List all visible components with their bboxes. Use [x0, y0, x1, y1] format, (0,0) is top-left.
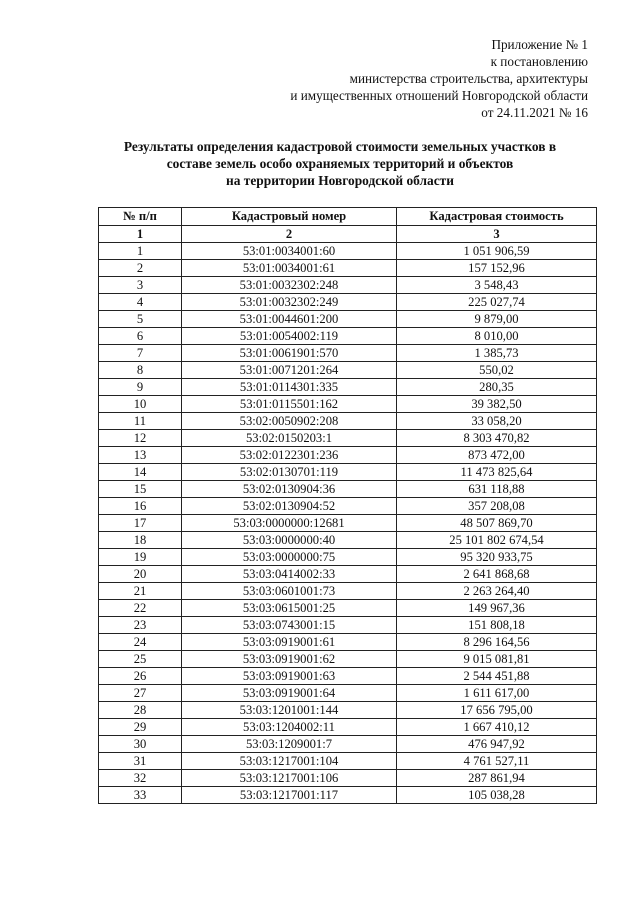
cadastral-number: 53:02:0150203:1 — [182, 430, 397, 447]
appendix-header — [228, 36, 588, 121]
row-number: 25 — [99, 651, 182, 668]
cadastral-number: 53:03:1217001:117 — [182, 787, 397, 804]
cadastral-number: 53:03:0919001:64 — [182, 685, 397, 702]
cadastral-value: 280,35 — [397, 379, 597, 396]
row-number: 29 — [99, 719, 182, 736]
cadastral-number: 53:02:0050902:208 — [182, 413, 397, 430]
table-row — [99, 498, 597, 515]
row-number: 2 — [99, 260, 182, 277]
cadastral-value: 3 548,43 — [397, 277, 597, 294]
header-number: № п/п — [99, 208, 182, 226]
cadastral-value: 225 027,74 — [397, 294, 597, 311]
cadastral-value: 357 208,08 — [397, 498, 597, 515]
cadastral-value: 4 761 527,11 — [397, 753, 597, 770]
table-row — [99, 702, 597, 719]
cadastral-value: 2 263 264,40 — [397, 583, 597, 600]
table-row — [99, 549, 597, 566]
row-number: 26 — [99, 668, 182, 685]
cadastral-number: 53:02:0130904:36 — [182, 481, 397, 498]
row-number: 11 — [99, 413, 182, 430]
row-number: 12 — [99, 430, 182, 447]
cadastral-value: 1 385,73 — [397, 345, 597, 362]
cadastral-number: 53:01:0061901:570 — [182, 345, 397, 362]
table-row — [99, 481, 597, 498]
cadastral-number: 53:03:1217001:106 — [182, 770, 397, 787]
cadastral-number: 53:03:1204002:11 — [182, 719, 397, 736]
table-row — [99, 600, 597, 617]
row-number: 1 — [99, 243, 182, 260]
cadastral-value: 873 472,00 — [397, 447, 597, 464]
cadastral-number: 53:01:0034001:60 — [182, 243, 397, 260]
cadastral-number: 53:03:0601001:73 — [182, 583, 397, 600]
table-row — [99, 413, 597, 430]
cadastral-number: 53:03:0919001:62 — [182, 651, 397, 668]
row-number: 20 — [99, 566, 182, 583]
table-row — [99, 311, 597, 328]
cadastral-number: 53:03:0743001:15 — [182, 617, 397, 634]
table-row — [99, 736, 597, 753]
row-number: 31 — [99, 753, 182, 770]
cadastral-number: 53:02:0122301:236 — [182, 447, 397, 464]
cadastral-number: 53:03:0919001:61 — [182, 634, 397, 651]
row-number: 17 — [99, 515, 182, 532]
title-line: на территории Новгородской области — [226, 173, 454, 188]
row-number: 6 — [99, 328, 182, 345]
cadastral-value: 2 641 868,68 — [397, 566, 597, 583]
cadastral-value: 95 320 933,75 — [397, 549, 597, 566]
row-number: 4 — [99, 294, 182, 311]
table-row — [99, 770, 597, 787]
cadastral-number: 53:03:0000000:12681 — [182, 515, 397, 532]
row-number: 28 — [99, 702, 182, 719]
table-row — [99, 430, 597, 447]
table-row — [99, 260, 597, 277]
cadastral-number: 53:03:0414002:33 — [182, 566, 397, 583]
cadastral-number: 53:03:0615001:25 — [182, 600, 397, 617]
cadastral-value: 9 015 081,81 — [397, 651, 597, 668]
row-number: 16 — [99, 498, 182, 515]
cadastral-number: 53:03:0000000:75 — [182, 549, 397, 566]
cadastral-value: 11 473 825,64 — [397, 464, 597, 481]
table-row — [99, 345, 597, 362]
appendix-line: к постановлению — [490, 54, 588, 69]
row-number: 15 — [99, 481, 182, 498]
row-number: 32 — [99, 770, 182, 787]
column-index: 3 — [397, 226, 597, 243]
cadastral-number: 53:01:0114301:335 — [182, 379, 397, 396]
table-row — [99, 277, 597, 294]
cadastral-value: 8 296 164,56 — [397, 634, 597, 651]
cadastral-value: 105 038,28 — [397, 787, 597, 804]
cadastral-number: 53:01:0032302:248 — [182, 277, 397, 294]
cadastral-value-table — [98, 207, 597, 804]
cadastral-value: 1 667 410,12 — [397, 719, 597, 736]
table-row — [99, 532, 597, 549]
cadastral-value: 39 382,50 — [397, 396, 597, 413]
table-row — [99, 379, 597, 396]
row-number: 21 — [99, 583, 182, 600]
cadastral-number: 53:03:1201001:144 — [182, 702, 397, 719]
cadastral-number: 53:03:0919001:63 — [182, 668, 397, 685]
cadastral-number: 53:01:0115501:162 — [182, 396, 397, 413]
table-row — [99, 362, 597, 379]
table-row — [99, 634, 597, 651]
table-row — [99, 753, 597, 770]
table-row — [99, 651, 597, 668]
document-title — [80, 138, 600, 189]
title-line: Результаты определения кадастровой стоимости земельных участков в — [123, 139, 557, 154]
cadastral-number: 53:02:0130701:119 — [182, 464, 397, 481]
cadastral-number: 53:01:0032302:249 — [182, 294, 397, 311]
cadastral-number: 53:03:0000000:40 — [182, 532, 397, 549]
row-number: 30 — [99, 736, 182, 753]
table-row — [99, 566, 597, 583]
row-number: 23 — [99, 617, 182, 634]
appendix-date-line: от 24.11.2021 № 16 — [481, 105, 588, 120]
cadastral-value: 8 010,00 — [397, 328, 597, 345]
cadastral-value: 48 507 869,70 — [397, 515, 597, 532]
row-number: 33 — [99, 787, 182, 804]
title-line: составе земель особо охраняемых территорий и объектов — [166, 156, 514, 171]
row-number: 14 — [99, 464, 182, 481]
table-row — [99, 617, 597, 634]
cadastral-number: 53:03:1217001:104 — [182, 753, 397, 770]
cadastral-value: 9 879,00 — [397, 311, 597, 328]
header-cadastral-number: Кадастровый номер — [182, 208, 397, 226]
table-row — [99, 447, 597, 464]
cadastral-number: 53:01:0034001:61 — [182, 260, 397, 277]
cadastral-number: 53:03:1209001:7 — [182, 736, 397, 753]
column-index: 1 — [99, 226, 182, 243]
row-number: 27 — [99, 685, 182, 702]
header-cadastral-value: Кадастровая стоимость — [397, 208, 597, 226]
cadastral-value: 157 152,96 — [397, 260, 597, 277]
cadastral-value: 550,02 — [397, 362, 597, 379]
row-number: 18 — [99, 532, 182, 549]
row-number: 8 — [99, 362, 182, 379]
table-row — [99, 719, 597, 736]
table-row — [99, 685, 597, 702]
cadastral-value: 476 947,92 — [397, 736, 597, 753]
cadastral-number: 53:01:0071201:264 — [182, 362, 397, 379]
row-number: 7 — [99, 345, 182, 362]
cadastral-number: 53:02:0130904:52 — [182, 498, 397, 515]
table-row — [99, 787, 597, 804]
cadastral-value: 631 118,88 — [397, 481, 597, 498]
row-number: 9 — [99, 379, 182, 396]
row-number: 19 — [99, 549, 182, 566]
cadastral-value: 151 808,18 — [397, 617, 597, 634]
table-header-row — [99, 208, 597, 226]
appendix-line: и имущественных отношений Новгородской области — [290, 88, 588, 103]
column-index-row — [99, 226, 597, 243]
table-body — [99, 226, 597, 804]
table-row — [99, 464, 597, 481]
table-row — [99, 328, 597, 345]
table-row — [99, 243, 597, 260]
appendix-line: министерства строительства, архитектуры — [349, 71, 588, 86]
row-number: 3 — [99, 277, 182, 294]
table-row — [99, 515, 597, 532]
row-number: 24 — [99, 634, 182, 651]
cadastral-value: 1 051 906,59 — [397, 243, 597, 260]
row-number: 22 — [99, 600, 182, 617]
cadastral-value: 1 611 617,00 — [397, 685, 597, 702]
cadastral-value: 149 967,36 — [397, 600, 597, 617]
table-row — [99, 583, 597, 600]
row-number: 5 — [99, 311, 182, 328]
cadastral-value: 17 656 795,00 — [397, 702, 597, 719]
table-row — [99, 396, 597, 413]
cadastral-value: 2 544 451,88 — [397, 668, 597, 685]
row-number: 10 — [99, 396, 182, 413]
cadastral-number: 53:01:0054002:119 — [182, 328, 397, 345]
cadastral-value: 33 058,20 — [397, 413, 597, 430]
appendix-line: Приложение № 1 — [491, 37, 588, 52]
column-index: 2 — [182, 226, 397, 243]
table-row — [99, 668, 597, 685]
cadastral-value: 287 861,94 — [397, 770, 597, 787]
row-number: 13 — [99, 447, 182, 464]
cadastral-value: 8 303 470,82 — [397, 430, 597, 447]
table-row — [99, 294, 597, 311]
cadastral-value: 25 101 802 674,54 — [397, 532, 597, 549]
cadastral-number: 53:01:0044601:200 — [182, 311, 397, 328]
